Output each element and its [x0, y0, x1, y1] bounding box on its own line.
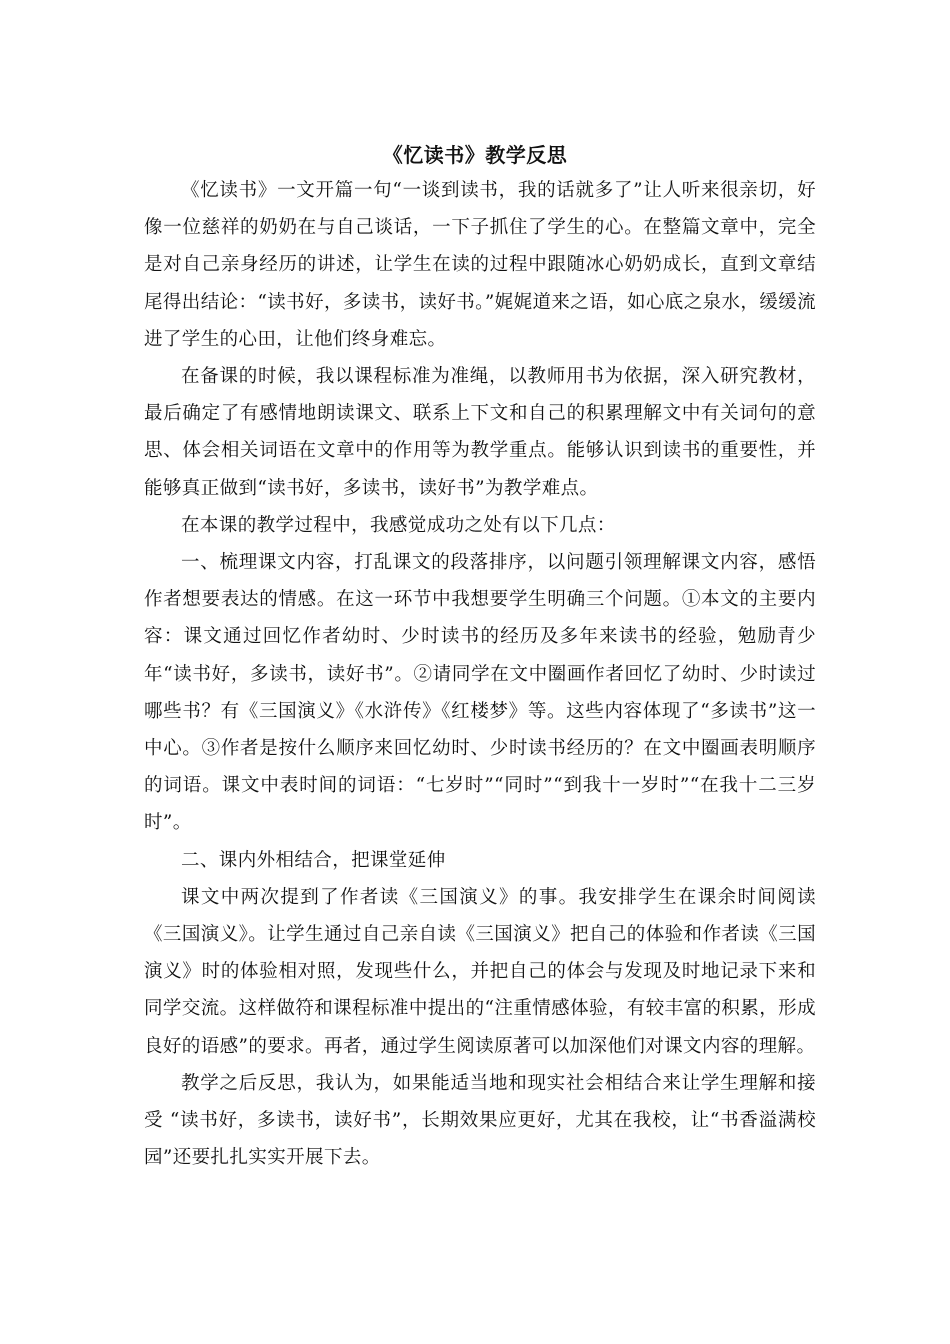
paragraph-point-one: 一、梳理课文内容，打乱课文的段落排序，以问题引领理解课文内容，感悟作者想要表达的情感。在这一环节中我想要学生明确三个问题。①本文的主要内容：课文通过回忆作者幼时、少时读书的经历及多年来读书的经验，勉励青少年“读书好，多读书，读好书”。②请同学在文中圈画作者回忆了幼时、少时读过哪些书？有《三国演义》《水浒传》《红楼梦》等。这些内容体现了“多读书”这一中心。③作者是按什么顺序来回忆幼时、少时读书经历的？在文中圈画表明顺序的词语。课文中表时间的词语：“七岁时”“同时”“到我十一岁时”“在我十二三岁时”。: [144, 552, 816, 834]
paragraph-lesson-prep: 在备课的时候，我以课程标准为准绳，以教师用书为依据，深入研究教材，最后确定了有感情地朗读课文、联系上下文和自己的积累理解文中有关词句的意思、体会相关词语在文章中的作用等为教学重点。能够认识到读书的重要性，并能够真正做到“读书好，多读书，读好书”为教学难点。: [144, 366, 816, 499]
document-body: [144, 172, 816, 1176]
paragraph-intro: 《忆读书》一文开篇一句“一谈到读书，我的话就多了”让人听来很亲切，好像一位慈祥的奶奶在与自己谈话，一下子抓住了学生的心。在整篇文章中，完全是对自己亲身经历的讲述，让学生在读的过程中跟随冰心奶奶成长，直到文章结尾得出结论：“读书好，多读书，读好书。”娓娓道来之语，如心底之泉水，缓缓流进了学生的心田，让他们终身难忘。: [144, 180, 816, 350]
paragraph-success-intro: 在本课的教学过程中，我感觉成功之处有以下几点：: [181, 514, 616, 536]
document-title: 《忆读书》教学反思: [382, 143, 568, 168]
paragraph-point-two-body: 课文中两次提到了作者读《三国演义》的事。我安排学生在课余时间阅读《三国演义》。让学生通过自己亲自读《三国演义》把自己的体验和作者读《三国演义》时的体验相对照，发现些什么，并把自己的体会与发现及时地记录下来和同学交流。这样做符和课程标准中提出的“注重情感体验，有较丰富的积累，形成良好的语感”的要求。再者，通过学生阅读原著可以加深他们对课文内容的理解。: [144, 886, 816, 1057]
paragraph-point-two-heading: 二、课内外相结合，把课堂延伸: [181, 849, 446, 871]
paragraph-reflection: 教学之后反思，我认为，如果能适当地和现实社会相结合来让学生理解和接受 “读书好，多读书，读好书”，长期效果应更好，尤其在我校，让“书香溢满校园”还要扎扎实实开展下去。: [144, 1072, 816, 1169]
